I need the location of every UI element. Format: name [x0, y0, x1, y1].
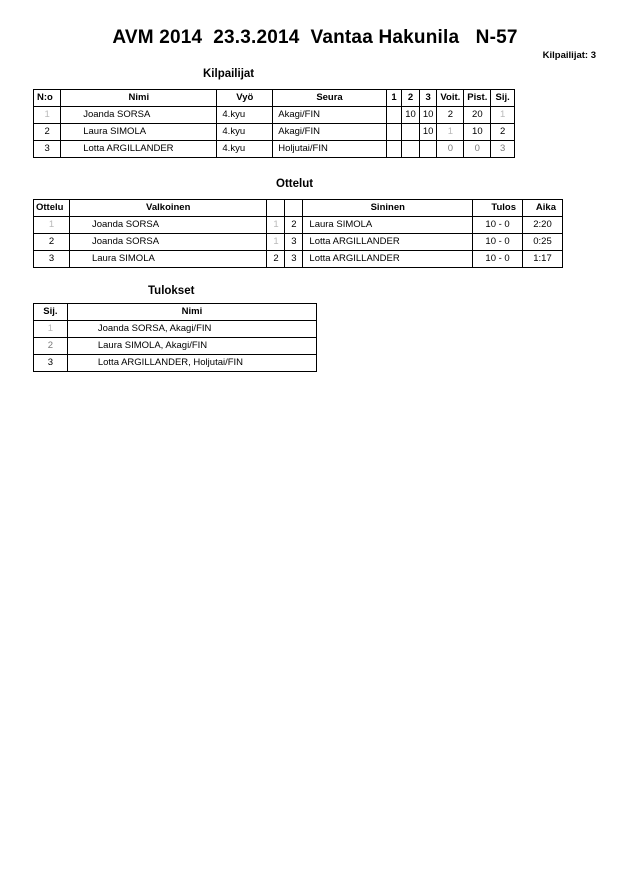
results-section-caption: Tulokset [148, 285, 195, 297]
cell-m3 [419, 141, 437, 158]
cell-blue: Lotta ARGILLANDER [303, 251, 473, 268]
cell-m3: 10 [419, 107, 437, 124]
table-row [34, 124, 515, 141]
cell-m2 [402, 124, 420, 141]
cell-rank: 3 [491, 141, 515, 158]
cell-belt: 4.kyu [217, 141, 273, 158]
column-header-no: N:o [34, 90, 61, 107]
cell-m1 [386, 141, 401, 158]
cell-no: 2 [34, 124, 61, 141]
table-row [34, 338, 317, 355]
cell-time: 0:25 [523, 234, 563, 251]
column-header-belt: Vyö [217, 90, 273, 107]
cell-belt: 4.kyu [217, 107, 273, 124]
competitors-table [33, 89, 515, 158]
cell-white: Joanda SORSA [69, 217, 267, 234]
cell-result: 10 - 0 [473, 234, 523, 251]
table-row [34, 355, 317, 372]
cell-wins: 1 [437, 124, 464, 141]
table-row [34, 217, 563, 234]
column-header-blue-no [285, 200, 303, 217]
cell-points: 0 [464, 141, 491, 158]
cell-result: 10 - 0 [473, 217, 523, 234]
column-header-white-no [267, 200, 285, 217]
cell-points: 10 [464, 124, 491, 141]
cell-match: 2 [34, 234, 70, 251]
column-header-time: Aika [523, 200, 563, 217]
table-header-row [34, 200, 563, 217]
cell-blue-no: 2 [285, 217, 303, 234]
cell-time: 2:20 [523, 217, 563, 234]
cell-m2 [402, 141, 420, 158]
cell-match: 3 [34, 251, 70, 268]
cell-rank: 1 [34, 321, 68, 338]
cell-blue: Lotta ARGILLANDER [303, 234, 473, 251]
column-header-white: Valkoinen [69, 200, 267, 217]
column-header-points: Pist. [464, 90, 491, 107]
column-header-wins: Voit. [437, 90, 464, 107]
cell-white-no: 2 [267, 251, 285, 268]
cell-m1 [386, 107, 401, 124]
cell-name: Laura SIMOLA [61, 124, 217, 141]
table-row [34, 234, 563, 251]
cell-club: Holjutai/FIN [273, 141, 387, 158]
cell-club: Akagi/FIN [273, 124, 387, 141]
cell-no: 3 [34, 141, 61, 158]
table-row [34, 321, 317, 338]
table-header-row [34, 90, 515, 107]
cell-white: Laura SIMOLA [69, 251, 267, 268]
table-header-row [34, 304, 317, 321]
results-table [33, 303, 317, 372]
cell-time: 1:17 [523, 251, 563, 268]
cell-rank: 2 [491, 124, 515, 141]
cell-m2: 10 [402, 107, 420, 124]
column-header-m2: 2 [402, 90, 420, 107]
page-title: AVM 2014 23.3.2014 Vantaa Hakunila N-57 [112, 27, 518, 48]
cell-result: 10 - 0 [473, 251, 523, 268]
cell-wins: 2 [437, 107, 464, 124]
table-row [34, 141, 515, 158]
cell-name: Laura SIMOLA, Akagi/FIN [67, 338, 316, 355]
column-header-match: Ottelu [34, 200, 70, 217]
column-header-m1: 1 [386, 90, 401, 107]
competitors-section-caption: Kilpailijat [203, 68, 255, 80]
cell-belt: 4.kyu [217, 124, 273, 141]
cell-name: Lotta ARGILLANDER, Holjutai/FIN [67, 355, 316, 372]
matches-table [33, 199, 563, 268]
cell-points: 20 [464, 107, 491, 124]
cell-white-no: 1 [267, 217, 285, 234]
column-header-blue: Sininen [303, 200, 473, 217]
column-header-result: Tulos [473, 200, 523, 217]
cell-name: Joanda SORSA, Akagi/FIN [67, 321, 316, 338]
column-header-club: Seura [273, 90, 387, 107]
cell-match: 1 [34, 217, 70, 234]
cell-blue-no: 3 [285, 251, 303, 268]
cell-white-no: 1 [267, 234, 285, 251]
column-header-rank: Sij. [491, 90, 515, 107]
table-row [34, 107, 515, 124]
cell-name: Lotta ARGILLANDER [61, 141, 217, 158]
column-header-rank: Sij. [34, 304, 68, 321]
matches-section-caption: Ottelut [276, 178, 314, 190]
cell-blue-no: 3 [285, 234, 303, 251]
cell-rank: 1 [491, 107, 515, 124]
column-header-m3: 3 [419, 90, 437, 107]
cell-m3: 10 [419, 124, 437, 141]
cell-no: 1 [34, 107, 61, 124]
table-row [34, 251, 563, 268]
column-header-name: Nimi [61, 90, 217, 107]
column-header-name: Nimi [67, 304, 316, 321]
cell-wins: 0 [437, 141, 464, 158]
cell-club: Akagi/FIN [273, 107, 387, 124]
cell-blue: Laura SIMOLA [303, 217, 473, 234]
cell-name: Joanda SORSA [61, 107, 217, 124]
cell-rank: 2 [34, 338, 68, 355]
cell-rank: 3 [34, 355, 68, 372]
competitor-count-label: Kilpailijat: 3 [542, 50, 596, 61]
cell-m1 [386, 124, 401, 141]
cell-white: Joanda SORSA [69, 234, 267, 251]
